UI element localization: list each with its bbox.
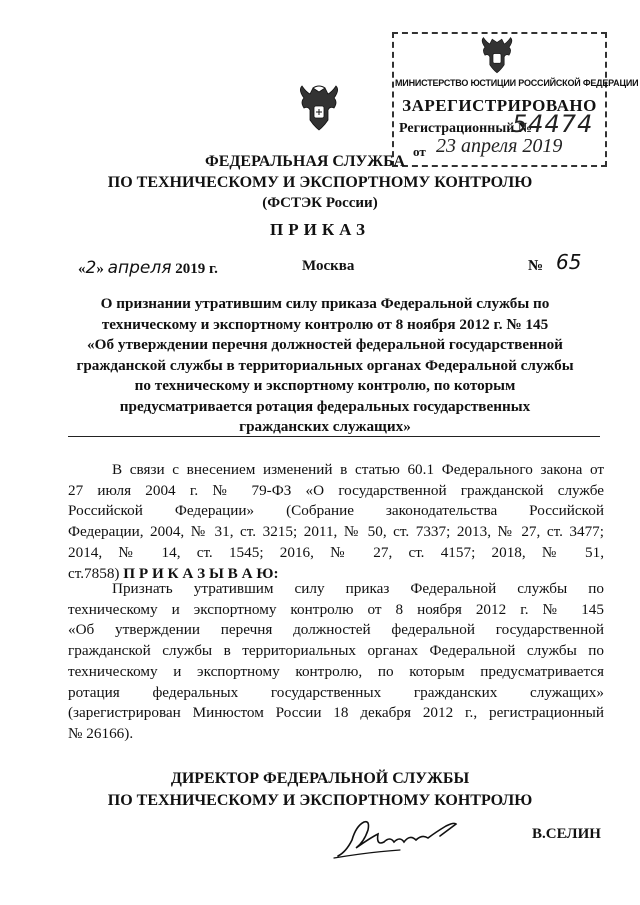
order-command: П Р И К А З Ы В А Ю: — [123, 564, 279, 582]
order-number: 65 — [556, 250, 582, 274]
order-day: 2 — [85, 258, 97, 278]
order-city: Москва — [302, 258, 355, 274]
paragraph-line: ротация федеральных государственных гражданских служащих» — [68, 683, 604, 701]
paragraph-line: Российской Федерации» (Собрание законодательства Российской — [68, 502, 604, 520]
paragraph-line: 27 июля 2004 г. № 79-ФЗ «О государственной гражданской службе — [68, 481, 604, 499]
paragraph-line-end: ст.7858) — [68, 564, 120, 582]
order-title — [60, 294, 590, 438]
paragraph-line: Признать утратившим силу приказ Федеральной службы по — [112, 580, 604, 597]
paragraph-line: «Об утверждении перечня должностей федеральной государственной — [68, 621, 604, 639]
title-divider — [68, 436, 600, 437]
stamp-date-value: 23 апреля 2019 — [436, 135, 563, 157]
date-quote-close: » — [96, 261, 104, 277]
paragraph-line: техническому и экспортному контролю, по которым предусматривается — [68, 662, 604, 680]
title-line: предусматривается ротация федеральных государственных — [119, 397, 531, 415]
stamp-date-label: от — [413, 144, 426, 159]
preamble-paragraph — [68, 460, 604, 584]
paragraph-line: В связи с внесением изменений в статью 60.1 Федерального закона от — [112, 461, 604, 478]
signatory-position-line2: ПО ТЕХНИЧЕСКОМУ И ЭКСПОРТНОМУ КОНТРОЛЮ — [107, 792, 533, 809]
paragraph-line: № 26166). — [68, 724, 134, 742]
document-type: ПРИКАЗ — [270, 220, 370, 239]
order-year: 2019 г. — [175, 261, 218, 277]
title-line: гражданских служащих» — [239, 418, 411, 435]
title-line: по техническому и экспортному контролю, по которым — [134, 377, 516, 394]
org-short-name: (ФСТЭК России) — [262, 195, 378, 211]
stamp-status: ЗАРЕГИСТРИРОВАНО — [402, 96, 597, 115]
org-name-line2: ПО ТЕХНИЧЕСКОМУ И ЭКСПОРТНОМУ КОНТРОЛЮ — [107, 174, 533, 191]
org-name-line1: ФЕДЕРАЛЬНАЯ СЛУЖБА — [205, 153, 405, 170]
coat-of-arms-emblem — [296, 84, 342, 134]
paragraph-line: техническому и экспортному контролю от 8 ноября 2012 г. № 145 — [68, 600, 604, 618]
order-number-label: № — [528, 258, 544, 274]
stamp-reg-label: Регистрационный № — [399, 121, 532, 136]
title-line: гражданской службы в территориальных органах Федеральной службы — [76, 356, 574, 374]
paragraph-line: гражданской службы в территориальных органах Федеральной службы по — [68, 642, 604, 660]
date-quote-open: « — [78, 261, 86, 277]
signer-name: В.СЕЛИН — [532, 826, 601, 842]
paragraph-line: Федерации, 2004, № 31, ст. 3215; 2011, № 50, ст. 7337; 2013, № 27, ст. 3477; — [68, 523, 604, 541]
stamp-ministry: МИНИСТЕРСТВО ЮСТИЦИИ РОССИЙСКОЙ ФЕДЕРАЦИИ — [395, 78, 639, 88]
handwritten-signature — [330, 812, 460, 864]
signatory-position-line1: ДИРЕКТОР ФЕДЕРАЛЬНОЙ СЛУЖБЫ — [170, 770, 470, 787]
title-line: техническому и экспортному контролю от 8 ноября 2012 г. № 145 — [101, 315, 549, 333]
paragraph-line: 2014, № 14, ст. 1545; 2016, № 27, ст. 4157; 2018, № 51, — [68, 543, 604, 561]
order-month: апреля — [107, 258, 172, 278]
title-line: «Об утверждении перечня должностей федеральной государственной — [87, 336, 563, 353]
order-paragraph — [68, 579, 604, 745]
paragraph-line: (зарегистрирован Минюстом России 18 декабря 2012 г., регистрационный — [68, 704, 604, 722]
order-date — [78, 258, 218, 278]
title-line: О признании утратившим силу приказа Федеральной службы по — [100, 295, 550, 312]
stamp-reg-number: 54474 — [512, 110, 594, 138]
stamp-emblem — [477, 36, 517, 76]
